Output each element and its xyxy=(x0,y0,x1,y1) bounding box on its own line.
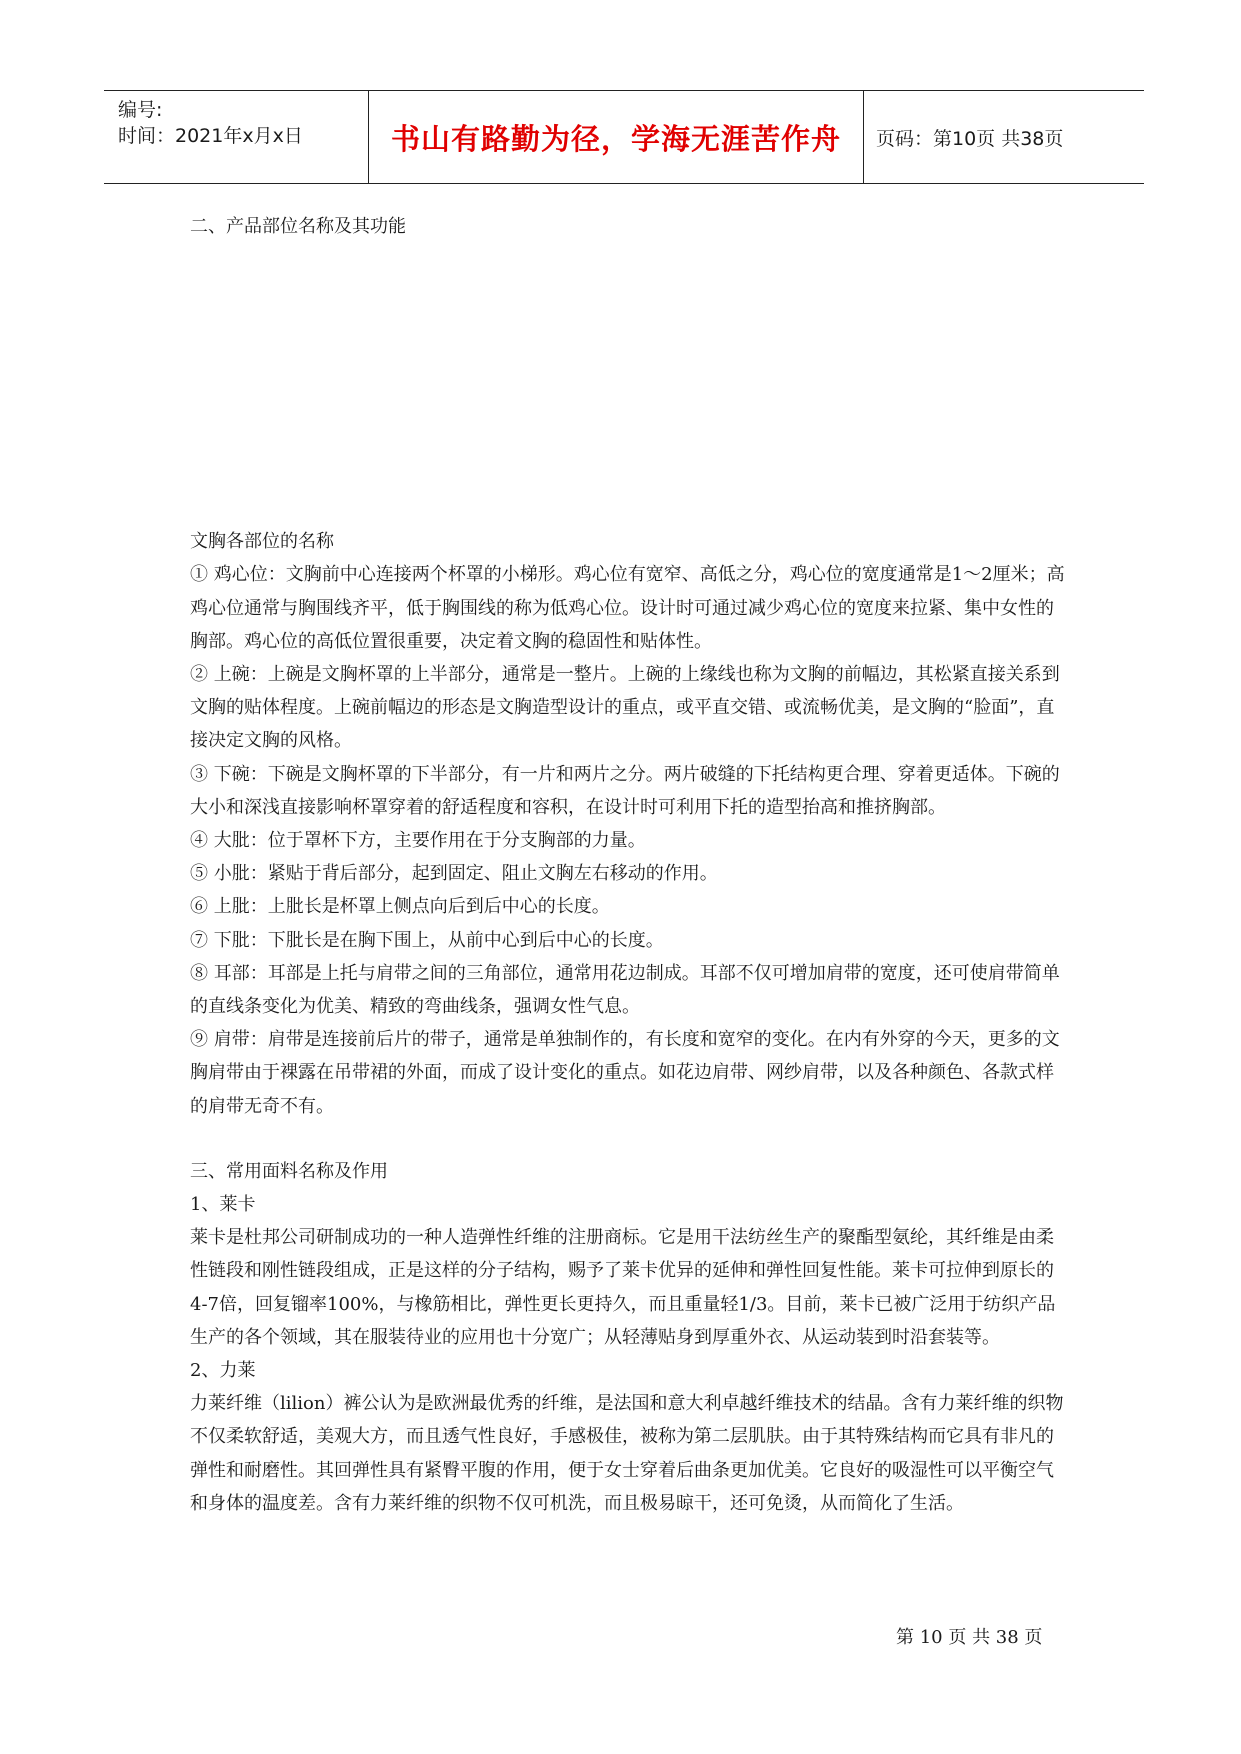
paragraph: ⑦ 下肶：下肶长是在胸下围上，从前中心到后中心的长度。 xyxy=(190,929,664,951)
time-label: 时间：2021年x月x日 xyxy=(118,125,303,147)
page-header xyxy=(104,90,1144,184)
paragraph: ⑥ 上肶：上肶长是杯罩上侧点向后到后中心的长度。 xyxy=(190,896,610,918)
item-text: 莱卡是杜邦公司研制成功的一种人造弹性纤维的注册商标。它是用干法纺丝生产的聚酯型氨纶，其纤维是由柔性链段和刚性链段组成，正是这样的分子结构，赐予了莱卡优异的延伸和弹性回复性能。莱卡可拉伸到原长的4-7倍，回复镏率100%，与橡筋相比，弹性更长更持久，而且重量轻1/3。目前，莱卡已被广泛用于纺织产品生产的各个领域，其在服装待业的应用也十分宽广；从轻薄贴身到厚重外衣、从运动装到时沿套装等。 xyxy=(190,1227,1056,1348)
motto: 书山有路勤为径，学海无涯苦作舟 xyxy=(390,121,841,156)
paragraph: ⑧ 耳部：耳部是上托与肩带之间的三角部位，通常用花边制成。耳部不仅可增加肩带的宽度，还可使肩带简单的直线条变化为优美、精致的弯曲线条，强调女性气息。 xyxy=(190,962,1060,1018)
paragraph: ③ 下碗：下碗是文胸杯罩的下半部分，有一片和两片之分。两片破缝的下托结构更合理、穿着更适体。下碗的大小和深浅直接影响杯罩穿着的舒适程度和容积，在设计时可利用下托的造型抬高和推挤胸部。 xyxy=(190,763,1060,818)
section-3-title: 三、常用面料名称及作用 xyxy=(190,1160,388,1182)
paragraph: ④ 大肶：位于罩杯下方，主要作用在于分支胸部的力量。 xyxy=(190,830,646,852)
item-heading: 2、力莱 xyxy=(190,1360,256,1382)
paragraph: ⑨ 肩带：肩带是连接前后片的带子，通常是单独制作的，有长度和宽窄的变化。在内有外穿的今天，更多的文胸肩带由于裸露在吊带裙的外面，而成了设计变化的重点。如花边肩带、网纱肩带，以及各种颜色、各款式样的肩带无奇不有。 xyxy=(190,1029,1060,1117)
document-body xyxy=(190,210,1070,1520)
spacer xyxy=(190,1123,1070,1155)
header-meta xyxy=(104,91,368,183)
serial-label: 编号: xyxy=(118,99,163,121)
section-2-title: 二、产品部位名称及其功能 xyxy=(190,216,406,237)
page-info: 页码：第10页 共38页 xyxy=(876,127,1064,150)
paragraph: ⑤ 小肶：紧贴于背后部分，起到固定、阻止文胸左右移动的作用。 xyxy=(190,863,718,885)
item-text: 力莱纤维（lilion）裤公认为是欧洲最优秀的纤维，是法国和意大利卓越纤维技术的结晶。含有力莱纤维的织物不仅柔软舒适，美观大方，而且透气性良好，手感极佳，被称为第二层肌肤。由于其特殊结构而它具有非凡的弹性和耐磨性。其回弹性具有紧臀平腹的作用，便于女士穿着后曲条更加优美。它良好的吸湿性可以平衡空气和身体的温度差。含有力莱纤维的织物不仅可机洗，而且极易晾干，还可免烫，从而简化了生活。 xyxy=(190,1393,1064,1514)
section-2-subtitle: 文胸各部位的名称 xyxy=(190,531,334,553)
image-placeholder xyxy=(190,243,1070,525)
paragraph: ② 上碗：上碗是文胸杯罩的上半部分，通常是一整片。上碗的上缘线也称为文胸的前幅边，其松紧直接关系到文胸的贴体程度。上碗前幅边的形态是文胸造型设计的重点，或平直交错、或流畅优美，是文胸的“脸面”，直接决定文胸的风格。 xyxy=(190,664,1060,752)
paragraph: ① 鸡心位：文胸前中心连接两个杯罩的小梯形。鸡心位有宽窄、高低之分，鸡心位的宽度通常是1～2厘米；高鸡心位通常与胸围线齐平，低于胸围线的称为低鸡心位。设计时可通过减少鸡心位的宽度来拉紧、集中女性的胸部。鸡心位的高低位置很重要，决定着文胸的稳固性和贴体性。 xyxy=(190,564,1065,652)
item-heading: 1、莱卡 xyxy=(190,1194,256,1216)
header-motto-cell xyxy=(368,91,864,183)
header-page-info xyxy=(864,91,1144,183)
page-footer: 第 10 页 共 38 页 xyxy=(896,1627,1043,1648)
